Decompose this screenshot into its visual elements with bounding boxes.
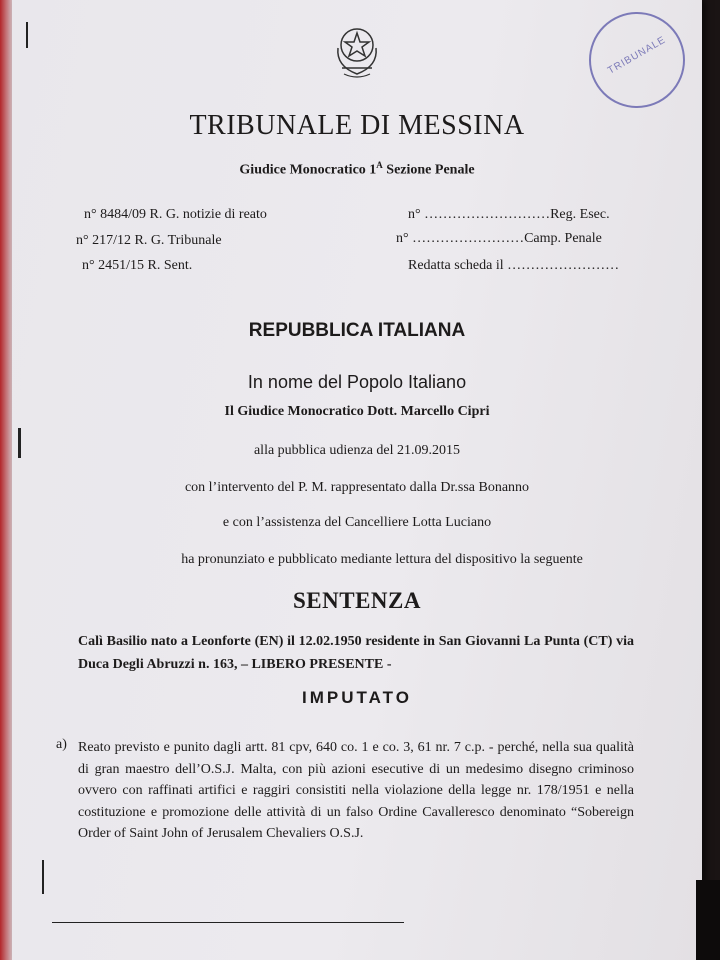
charge-label: a) [56, 737, 67, 752]
section-subtitle: Giudice Monocratico $1^A$ Sezione Penale [239, 160, 475, 178]
document-page [12, 0, 702, 960]
margin-mark [26, 22, 28, 48]
register-scheda: Redatta scheda il …………………… [408, 258, 620, 273]
judge-line: Il Giudice Monocratico Dott. Marcello Cipri [224, 404, 490, 419]
court-title: TRIBUNALE DI MESSINA [189, 110, 525, 141]
charge-paragraph: Reato previsto e punito dagli artt. 81 cpv, 640 co. 1 e co. 3, 61 nr. 7 c.p. - perché, nella sua qualità di gran maestro dell’O.S.J. Malta, con più azioni esecutive di un medesimo disegno criminoso ovvero con raffinati artifici e raggiri consistiti nella violazione della legge nr. 178/1951 e nella costituzione e promozione delle attività di un falso Ordine Cavalleresco denominato “Sobereign Order of Saint John of Jerusalem Chevaliers O.S.J. [78, 740, 634, 841]
margin-mark [42, 860, 44, 894]
stamp-text: TRIBUNALE [606, 34, 668, 77]
register-notizie: n° 8484/09 R. G. notizie di reato [84, 207, 267, 222]
sentenza-heading: SENTENZA [293, 588, 421, 613]
register-sent: n° 2451/15 R. Sent. [82, 258, 193, 273]
bottom-rule [52, 922, 404, 923]
court-stamp [589, 12, 685, 108]
dark-background-corner [696, 880, 720, 960]
register-esec: n° ………………………Reg. Esec. [408, 207, 610, 222]
italian-emblem-icon [330, 18, 384, 82]
register-camp-penale: n° ……………………Camp. Penale [396, 231, 602, 246]
clerk-line: e con l’assistenza del Cancelliere Lotta Luciano [222, 515, 492, 530]
pronounced-line: ha pronunziato e pubblicato mediante lettura del dispositivo la seguente [181, 552, 583, 567]
hearing-line: alla pubblica udienza del 21.09.2015 [253, 443, 461, 458]
register-tribunale: n° 217/12 R. G. Tribunale [76, 233, 222, 248]
republic-heading: REPUBBLICA ITALIANA [248, 320, 466, 341]
margin-mark [18, 428, 21, 458]
in-name-line: In nome del Popolo Italiano [247, 372, 467, 392]
pm-line: con l’intervento del P. M. rappresentato dalla Dr.ssa Bonanno [184, 480, 530, 495]
defendant-paragraph: Calì Basilio nato a Leonforte (EN) il 12.02.1950 residente in San Giovanni La Punta (CT) via Duca Degli Abruzzi n. 163, – LIBERO PRESENTE - [78, 634, 634, 672]
imputato-heading: IMPUTATO [302, 688, 412, 707]
